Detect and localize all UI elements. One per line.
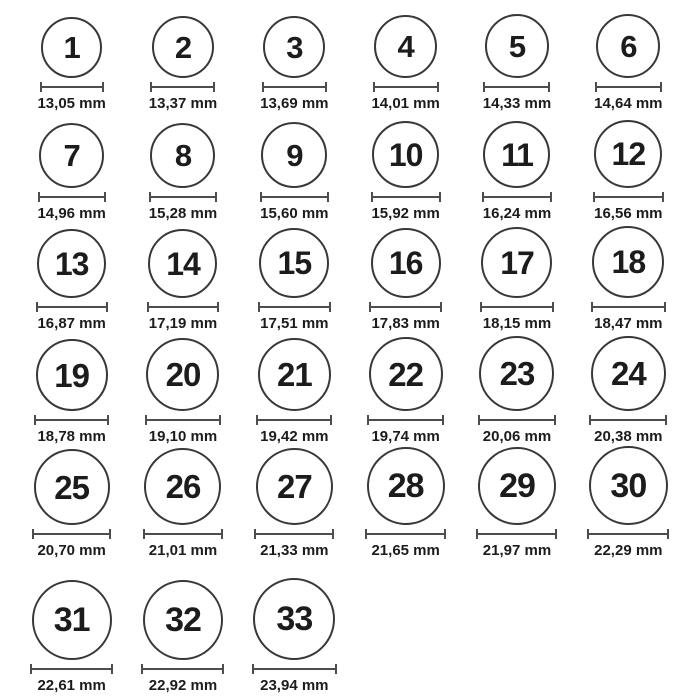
diameter-label: 18,78 mm [37,428,106,445]
diameter-measure-icon [591,302,666,312]
ring-size-item [573,336,684,449]
measure-line [145,533,221,535]
size-row [16,446,684,559]
ring-size-item [573,14,684,116]
measure-line [485,86,548,88]
measure-line [147,419,219,421]
measure-line [593,306,664,308]
ring-size-item [350,15,461,116]
measure-line [256,533,332,535]
measure-line [478,533,555,535]
diameter-measure-icon [365,529,446,539]
ring-size-number: 14 [166,245,200,282]
diameter-measure-icon [256,415,332,425]
ring-size-item [239,122,350,226]
ring-circle [483,121,550,188]
ring-size-item [127,580,238,698]
diameter-label: 17,51 mm [260,315,329,332]
ring-circle [478,447,556,525]
diameter-label: 15,28 mm [148,205,218,222]
diameter-label: 16,56 mm [594,205,663,222]
ring-size-number: 32 [165,601,201,639]
diameter-measure-icon [30,664,113,674]
diameter-label: 19,42 mm [260,428,329,445]
diameter-measure-icon [143,529,223,539]
diameter-label: 22,61 mm [37,677,106,694]
ring-size-item [16,17,127,116]
diameter-label: 16,24 mm [482,205,552,222]
ring-size-item [239,448,350,563]
ring-size-item [16,449,127,563]
measure-line [480,419,554,421]
ring-size-number: 9 [286,137,303,173]
ring-size-item [461,14,572,116]
measure-line [258,419,330,421]
ring-size-number: 6 [620,28,637,64]
diameter-measure-icon [141,664,224,674]
ring-size-item [239,338,350,449]
diameter-measure-icon [150,82,215,92]
ring-size-item [239,578,350,698]
diameter-label: 19,10 mm [148,428,218,445]
diameter-label: 13,37 mm [148,95,218,112]
measure-line [34,533,109,535]
measure-line [36,419,107,421]
diameter-label: 18,47 mm [594,315,663,332]
ring-size-number: 23 [499,355,535,392]
ring-size-number: 26 [165,468,201,505]
measure-line [38,306,106,308]
diameter-measure-icon [371,192,441,202]
measure-line [260,306,329,308]
ring-circle [589,446,668,525]
ring-circle [256,448,333,525]
ring-circle [143,580,223,660]
size-row [16,336,684,446]
diameter-label: 18,15 mm [482,315,552,332]
ring-circle [369,337,443,411]
diameter-measure-icon [147,302,219,312]
diameter-measure-icon [252,664,337,674]
measure-line [262,196,327,198]
diameter-measure-icon [483,82,550,92]
ring-size-item [127,229,238,336]
diameter-label: 23,94 mm [260,677,329,694]
ring-size-number: 16 [388,245,423,281]
ring-size-number: 18 [611,244,646,280]
ring-circle [374,15,437,78]
diameter-measure-icon [145,415,221,425]
ring-size-item [350,121,461,226]
ring-circle [485,14,549,78]
ring-size-number: 10 [388,136,423,173]
diameter-label: 21,33 mm [260,542,329,559]
diameter-measure-icon [482,192,552,202]
ring-size-number: 21 [276,356,312,393]
ring-size-number: 13 [54,245,89,282]
ring-size-item [16,580,127,698]
diameter-measure-icon [587,529,669,539]
ring-size-number: 17 [500,244,534,281]
diameter-measure-icon [593,192,664,202]
ring-size-number: 30 [610,466,647,505]
diameter-measure-icon [149,192,217,202]
diameter-label: 13,05 mm [37,95,106,112]
diameter-measure-icon [260,192,329,202]
measure-line [40,196,104,198]
ring-circle [261,122,327,188]
diameter-label: 20,06 mm [482,428,552,445]
diameter-label: 15,92 mm [371,205,440,222]
ring-circle [32,580,112,660]
ring-circle [367,447,445,525]
measure-line [373,196,439,198]
ring-size-item [16,123,127,226]
ring-size-number: 31 [53,601,90,639]
ring-circle [146,338,219,411]
measure-line [589,533,667,535]
diameter-label: 21,01 mm [148,542,218,559]
ring-size-item [461,227,572,336]
diameter-label: 16,87 mm [37,315,106,332]
diameter-measure-icon [38,192,106,202]
measure-line [152,86,213,88]
ring-size-number: 27 [276,468,312,505]
ring-size-item [127,123,238,226]
ring-size-item [239,16,350,116]
measure-line [254,668,335,670]
diameter-label: 14,96 mm [37,205,106,222]
diameter-label: 14,33 mm [482,95,552,112]
ring-circle [34,449,110,525]
ring-circle [481,227,552,298]
ring-size-number: 28 [387,467,424,505]
diameter-label: 14,64 mm [594,95,663,112]
size-row [16,226,684,336]
ring-size-item [573,446,684,563]
ring-size-item [239,228,350,336]
measure-line [597,86,660,88]
diameter-measure-icon [254,529,334,539]
diameter-measure-icon [480,302,554,312]
measure-line [143,668,222,670]
diameter-label: 22,92 mm [148,677,218,694]
measure-line [367,533,444,535]
diameter-label: 21,65 mm [371,542,440,559]
size-row [16,556,684,698]
ring-circle [259,228,329,298]
diameter-label: 17,83 mm [371,315,440,332]
ring-circle [596,14,660,78]
diameter-label: 17,19 mm [148,315,218,332]
diameter-measure-icon [34,415,109,425]
ring-size-item [461,121,572,226]
ring-circle [148,229,217,298]
diameter-measure-icon [373,82,439,92]
diameter-label: 14,01 mm [371,95,440,112]
ring-size-number: 25 [54,468,90,506]
ring-size-number: 22 [388,355,424,393]
ring-size-number: 33 [276,600,313,638]
ring-size-item [16,339,127,449]
ring-size-item [461,447,572,563]
ring-circle [36,339,108,411]
ring-circle [152,16,214,78]
ring-circle [39,123,104,188]
diameter-measure-icon [369,302,442,312]
diameter-label: 21,97 mm [482,542,552,559]
size-row [16,116,684,226]
ring-size-number: 3 [286,29,303,65]
measure-line [369,419,442,421]
measure-line [482,306,552,308]
diameter-measure-icon [478,415,556,425]
ring-size-number: 20 [165,356,201,393]
ring-size-number: 15 [277,245,312,281]
ring-size-item [127,16,238,116]
measure-line [375,86,437,88]
measure-line [371,306,440,308]
measure-line [484,196,550,198]
diameter-measure-icon [36,302,108,312]
ring-circle [263,16,325,78]
diameter-measure-icon [32,529,111,539]
ring-size-item [461,336,572,449]
ring-circle [253,578,335,660]
measure-line [151,196,215,198]
diameter-measure-icon [367,415,444,425]
ring-size-item [16,229,127,336]
ring-size-number: 29 [499,467,535,505]
diameter-label: 13,69 mm [260,95,329,112]
ring-circle [41,17,102,78]
ring-size-number: 1 [63,30,80,65]
ring-size-number: 24 [610,355,646,392]
ring-size-item [127,338,238,449]
ring-size-number: 5 [508,28,526,64]
ring-circle [591,336,666,411]
ring-circle [371,228,441,298]
diameter-label: 20,70 mm [37,542,106,559]
measure-line [591,419,665,421]
measure-line [149,306,217,308]
diameter-label: 20,38 mm [594,428,663,445]
ring-circle [372,121,439,188]
ring-size-number: 4 [397,29,414,64]
ring-size-item [350,447,461,563]
diameter-measure-icon [258,302,331,312]
diameter-label: 22,29 mm [594,542,663,559]
ring-circle [258,338,331,411]
measure-line [595,196,662,198]
ring-size-number: 19 [54,356,90,394]
diameter-measure-icon [476,529,557,539]
ring-size-number: 7 [63,138,80,173]
ring-size-number: 12 [611,136,646,172]
diameter-label: 19,74 mm [371,428,440,445]
ring-circle [479,336,554,411]
ring-size-number: 8 [174,138,192,173]
ring-size-number: 11 [501,136,533,173]
measure-line [42,86,102,88]
ring-size-item [573,120,684,226]
size-row [16,6,684,116]
ring-circle [594,120,662,188]
diameter-label: 15,60 mm [260,205,329,222]
diameter-measure-icon [40,82,104,92]
measure-line [32,668,111,670]
ring-size-item [350,228,461,336]
ring-size-item [127,448,238,563]
diameter-measure-icon [262,82,327,92]
diameter-measure-icon [589,415,667,425]
measure-line [264,86,325,88]
ring-size-item [350,337,461,449]
ring-circle [592,226,664,298]
ring-circle [150,123,215,188]
ring-size-number: 2 [174,29,192,65]
ring-circle [144,448,221,525]
diameter-measure-icon [595,82,662,92]
ring-circle [37,229,106,298]
ring-size-item [573,226,684,336]
